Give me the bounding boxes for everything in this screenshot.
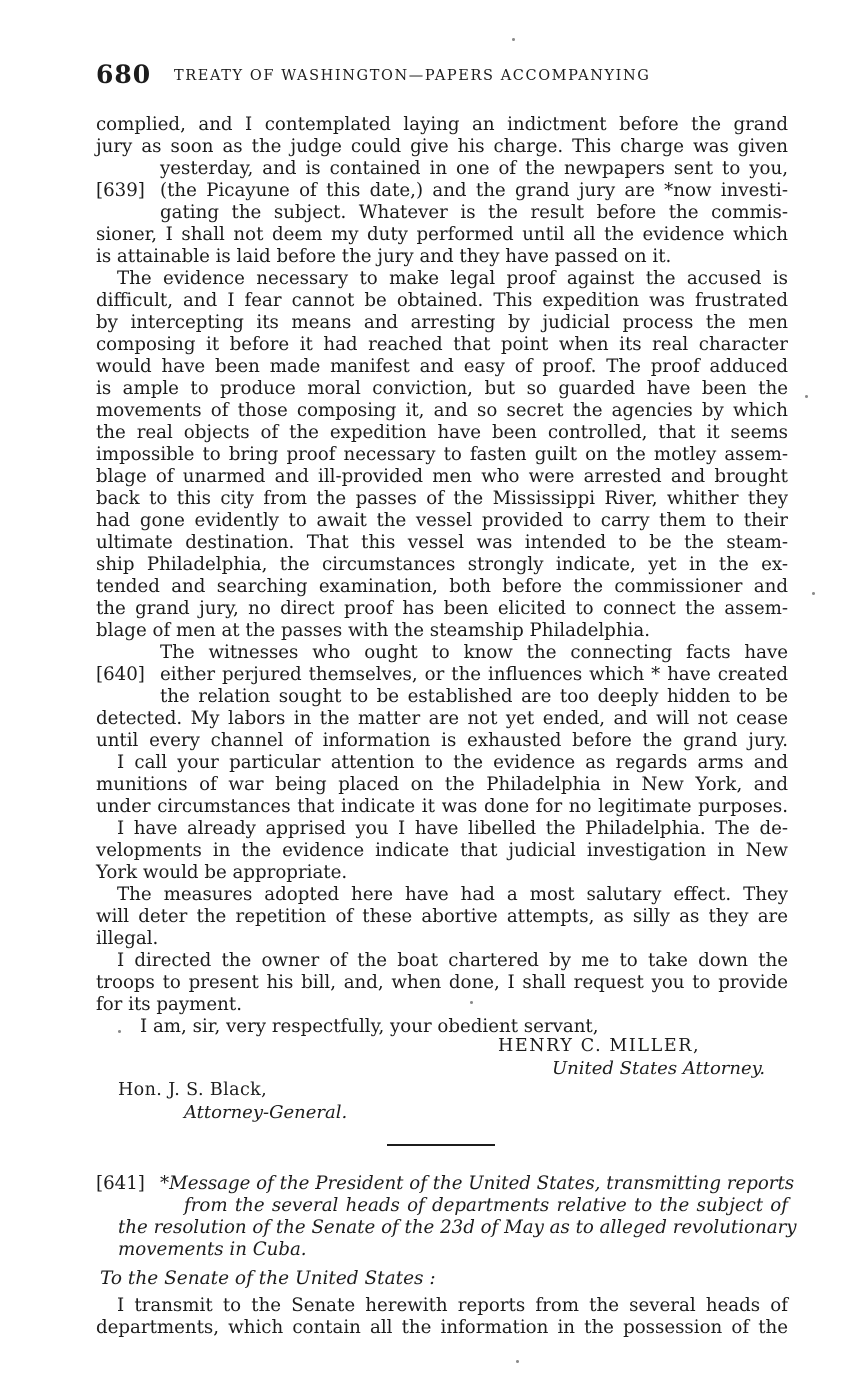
text-line: difficult, and I fear cannot be obtained. This expedition was frustrated	[96, 290, 788, 311]
signature-name: HENRY C. MILLER,	[498, 1036, 701, 1056]
print-speck	[512, 38, 515, 41]
print-speck	[118, 1030, 121, 1033]
text-line: The witnesses who ought to know the connecting facts have	[160, 642, 788, 663]
addressee-name: Hon. J. S. Black,	[118, 1080, 268, 1100]
text-line: is attainable is laid before the jury and they have passed on it.	[96, 246, 672, 267]
message-heading-line: the resolution of the Senate of the 23d of May as to alleged revolutionary	[118, 1217, 797, 1238]
text-line: the relation sought to be established are too deeply hidden to be	[160, 686, 788, 707]
text-line: departments, which contain all the information in the possession of the	[96, 1317, 788, 1338]
margin-ref-639: [639]	[96, 180, 145, 201]
margin-ref-640: [640]	[96, 664, 145, 685]
signature-title: United States Attorney.	[552, 1058, 766, 1079]
text-line: back to this city from the passes of the Mississippi River, whither they	[96, 488, 788, 509]
print-speck	[805, 395, 808, 398]
text-line: I have already apprised you I have libelled the Philadelphia. The de-	[117, 818, 788, 839]
text-line: blage of unarmed and ill-provided men who were arrested and brought	[96, 466, 788, 487]
addressee-title: Attorney-General.	[184, 1102, 348, 1123]
text-line: ultimate destination. That this vessel was intended to be the steam-	[96, 532, 788, 553]
text-line: velopments in the evidence indicate that judicial investigation in New	[96, 840, 788, 861]
text-line: composing it before it had reached that point when its real character	[96, 334, 788, 355]
running-head: TREATY OF WASHINGTON—PAPERS ACCOMPANYING	[174, 68, 651, 84]
text-line: I call your particular attention to the evidence as regards arms and	[117, 752, 788, 773]
print-speck	[516, 1360, 519, 1363]
text-line: I directed the owner of the boat chartered by me to take down the	[117, 950, 788, 971]
text-line: had gone evidently to await the vessel provided to carry them to their	[96, 510, 788, 531]
text-line: The evidence necessary to make legal proof against the accused is	[117, 268, 788, 289]
text-line: impossible to bring proof necessary to fasten guilt on the motley assem-	[96, 444, 788, 465]
text-line: troops to present his bill, and, when done, I shall request you to provide	[96, 972, 788, 993]
text-line: under circumstances that indicate it was done for no legitimate purposes.	[96, 796, 788, 817]
text-line: munitions of war being placed on the Philadelphia in New York, and	[96, 774, 788, 795]
text-line: the real objects of the expedition have been controlled, that it seems	[96, 422, 788, 443]
message-heading-line: from the several heads of departments relative to the subject of	[184, 1195, 788, 1216]
text-line: ship Philadelphia, the circumstances strongly indicate, yet in the ex-	[96, 554, 788, 575]
text-line: complied, and I contemplated laying an indictment before the grand	[96, 114, 788, 135]
text-line: (the Picayune of this date,) and the grand jury are *now investi-	[160, 180, 788, 201]
text-line: York would be appropriate.	[96, 862, 348, 883]
text-line: yesterday, and is contained in one of the newpapers sent to you,	[160, 158, 788, 179]
text-line: either perjured themselves, or the influences which * have created	[160, 664, 788, 685]
text-line: for its payment.	[96, 994, 242, 1015]
text-line: tended and searching examination, both before the commissioner and	[96, 576, 788, 597]
text-line: illegal.	[96, 928, 159, 949]
page-header	[96, 60, 786, 94]
text-line: would have been made manifest and easy of proof. The proof adduced	[96, 356, 788, 377]
text-line: by intercepting its means and arresting by judicial process the men	[96, 312, 788, 333]
text-line: gating the subject. Whatever is the result before the commis-	[160, 202, 788, 223]
text-line: detected. My labors in the matter are not yet ended, and will not cease	[96, 708, 788, 729]
message-heading-line: movements in Cuba.	[118, 1239, 307, 1260]
message-heading-line: *Message of the President of the United States, transmitting reports	[160, 1173, 795, 1194]
text-line: I transmit to the Senate herewith reports from the several heads of	[117, 1295, 788, 1316]
margin-ref-641: [641]	[96, 1173, 145, 1194]
text-line: The measures adopted here have had a most salutary effect. They	[117, 884, 788, 905]
page-number: 680	[96, 60, 152, 89]
text-line: jury as soon as the judge could give his charge. This charge was given	[96, 136, 788, 157]
text-line: I am, sir, very respectfully, your obedient servant,	[140, 1016, 599, 1037]
text-line: the grand jury, no direct proof has been elicited to connect the assem-	[96, 598, 788, 619]
text-line: sioner, I shall not deem my duty performed until all the evidence which	[96, 224, 788, 245]
print-speck	[812, 592, 815, 595]
text-line: blage of men at the passes with the steamship Philadelphia.	[96, 620, 650, 641]
text-line: movements of those composing it, and so secret the agencies by which	[96, 400, 788, 421]
salutation: To the Senate of the United States :	[100, 1268, 436, 1289]
text-line: until every channel of information is exhausted before the grand jury.	[96, 730, 788, 751]
section-divider	[387, 1144, 495, 1146]
text-line: will deter the repetition of these abortive attempts, as silly as they are	[96, 906, 788, 927]
print-speck	[470, 1001, 473, 1004]
text-line: is ample to produce moral conviction, but so guarded have been the	[96, 378, 788, 399]
